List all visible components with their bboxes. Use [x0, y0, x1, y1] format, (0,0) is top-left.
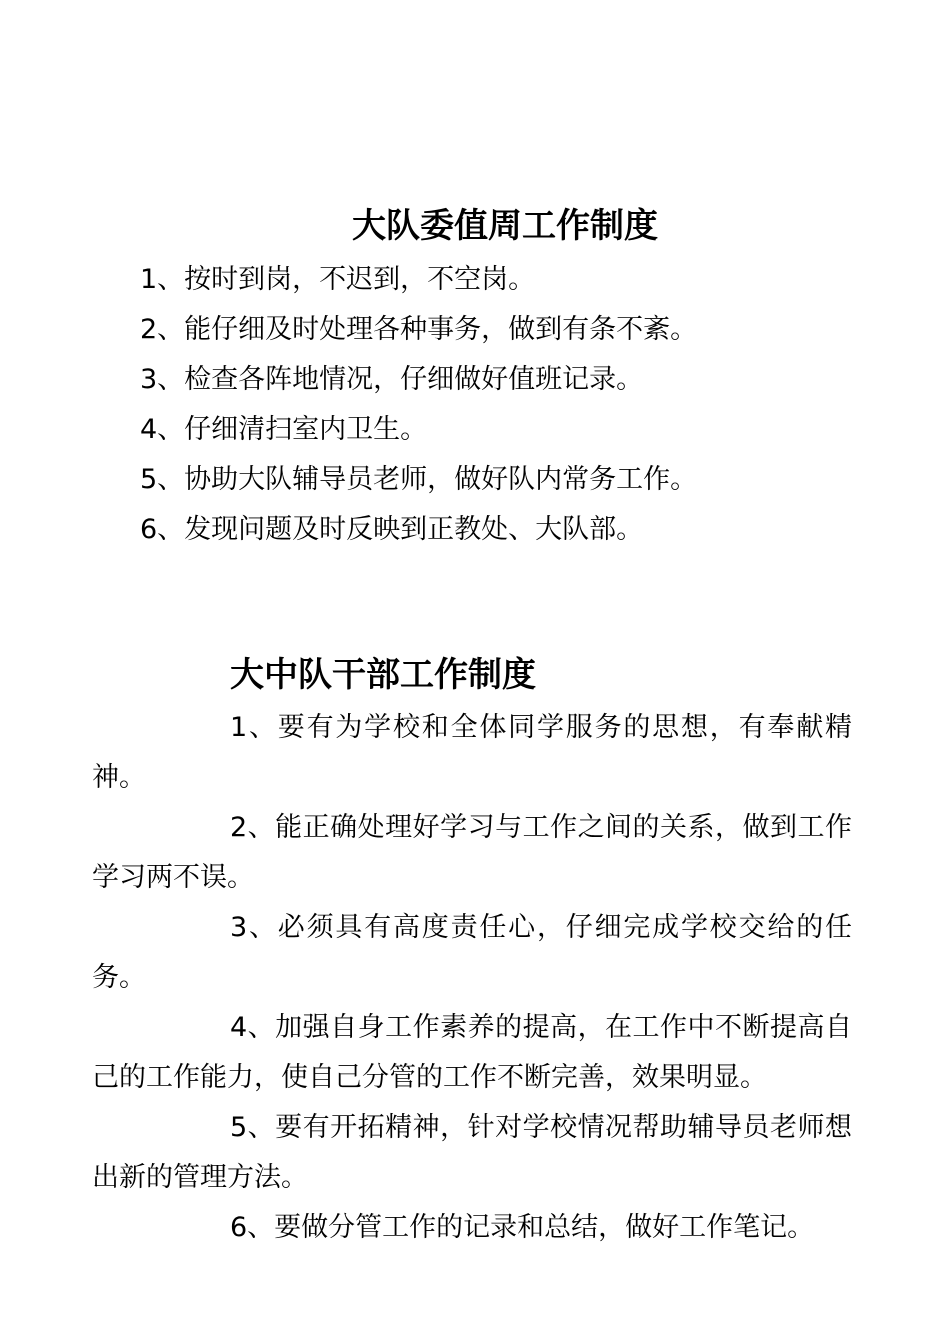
list-item: 4、加强自身工作素养的提高，在工作中不断提高自己的工作能力，使自己分管的工作不断完善，效果明显。 — [92, 1012, 852, 1093]
list-item: 1、按时到岗，不迟到，不空岗。 — [140, 264, 536, 295]
list-item: 4、仔细清扫室内卫生。 — [140, 414, 428, 445]
list-item: 1、要有为学校和全体同学服务的思想，有奉献精神。 — [92, 712, 852, 793]
cadre-rules-list — [92, 703, 852, 1253]
list-item: 3、必须具有高度责任心，仔细完成学校交给的任务。 — [92, 912, 852, 993]
duty-week-rules-list — [140, 255, 900, 555]
list-item: 5、要有开拓精神，针对学校情况帮助辅导员老师想出新的管理方法。 — [92, 1112, 852, 1193]
section-title-cadre-rules: 大中队干部工作制度 — [230, 655, 536, 695]
list-item: 6、发现问题及时反映到正教处、大队部。 — [140, 514, 644, 545]
list-item: 6、要做分管工作的记录和总结，做好工作笔记。 — [230, 1212, 815, 1243]
list-item: 2、能正确处理好学习与工作之间的关系，做到工作学习两不误。 — [92, 812, 852, 893]
list-item: 2、能仔细及时处理各种事务，做到有条不紊。 — [140, 314, 698, 345]
list-item: 3、检查各阵地情况，仔细做好值班记录。 — [140, 364, 644, 395]
section-title-duty-week: 大队委值周工作制度 — [352, 206, 658, 246]
list-item: 5、协助大队辅导员老师，做好队内常务工作。 — [140, 464, 698, 495]
